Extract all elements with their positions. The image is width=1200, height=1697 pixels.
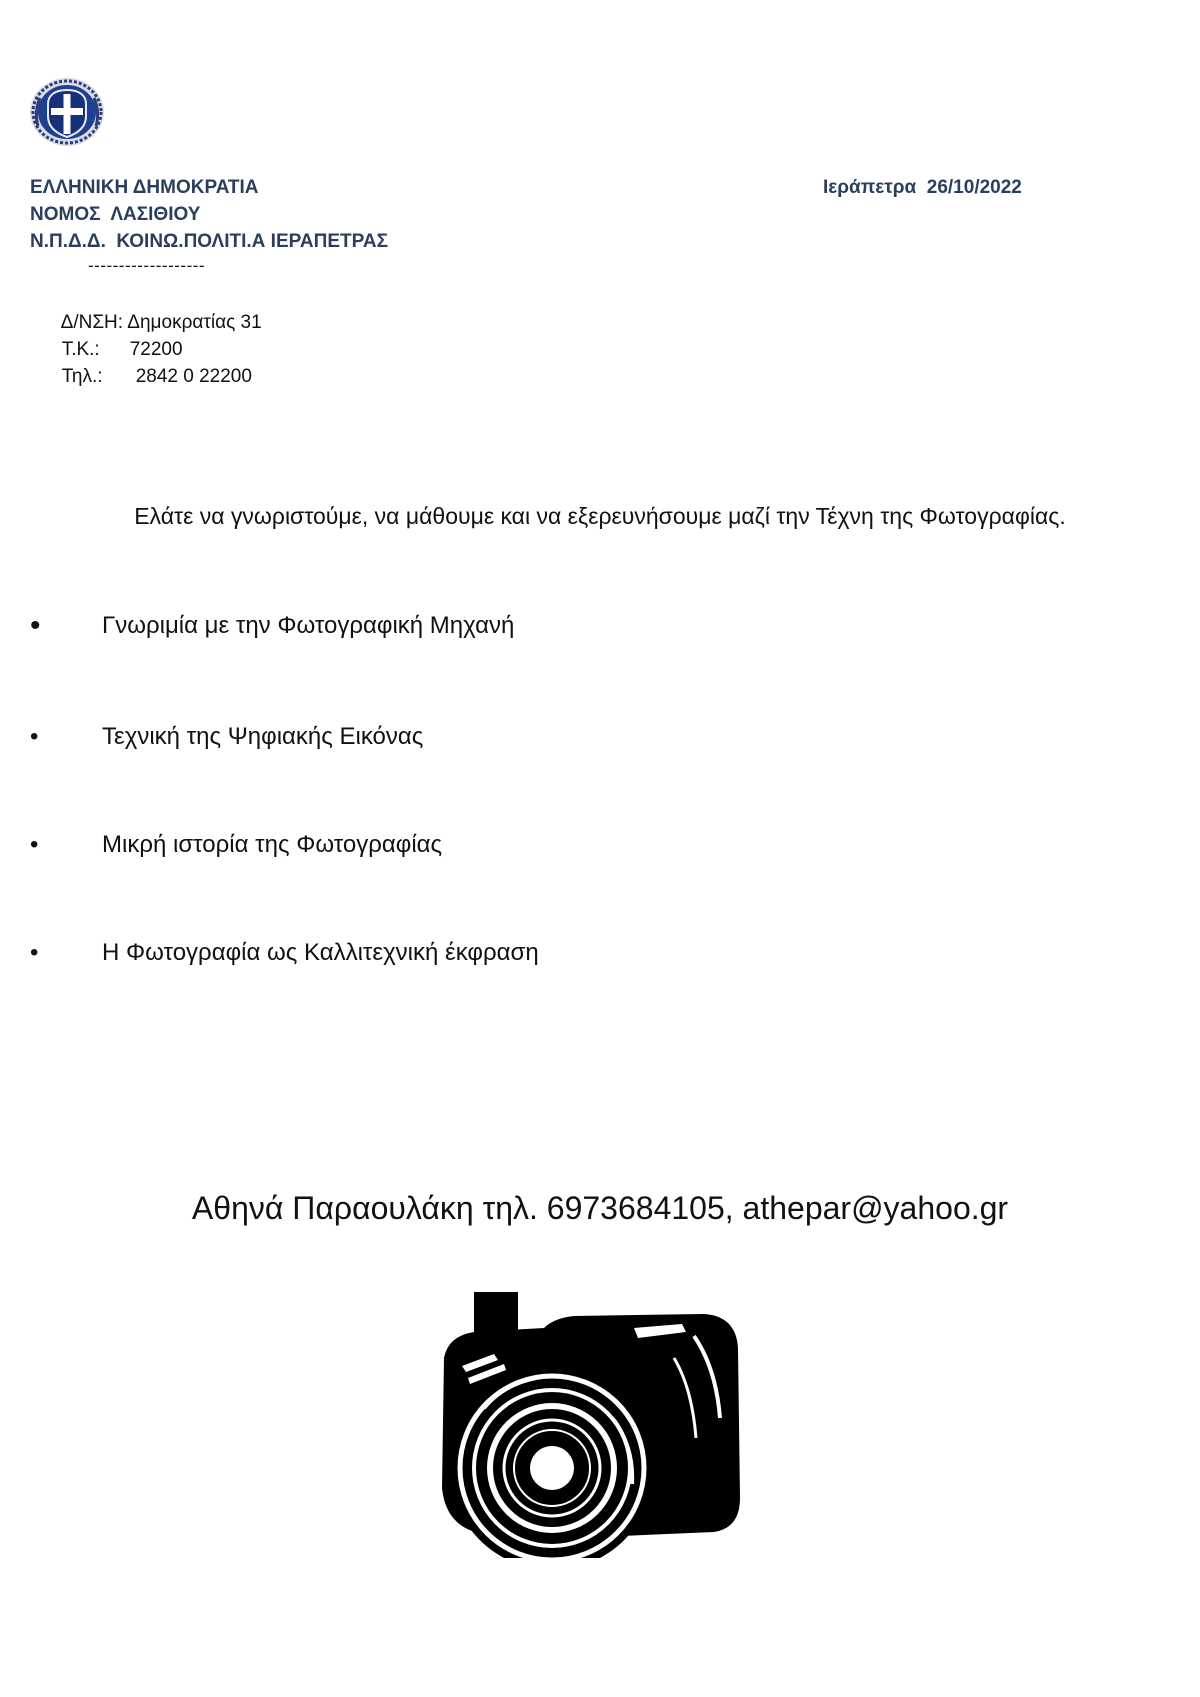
tel-label: Τηλ.: [61,366,103,387]
tk-value: 72200 [129,339,183,360]
address-street-row [30,282,262,333]
topic-text: Η Φωτογραφία ως Καλλιτεχνική έκφραση [102,939,539,966]
topic-text: Γνωριμία με την Φωτογραφική Μηχανή [102,612,515,639]
street-value: Δημοκρατίας 31 [127,312,262,333]
bullet-icon: • [30,831,39,858]
bullet-icon: • [30,723,39,750]
topic-text: Μικρή ιστορία της Φωτογραφίας [102,831,443,858]
org-line-entity: Ν.Π.Δ.Δ. ΚΟΙΝΩ.ΠΟΛΙΤΙ.Α ΙΕΡΑΠΕΤΡΑΣ [30,231,388,252]
topic-text: Τεχνική της Ψηφιακής Εικόνας [102,723,424,750]
bullet-icon: • [30,939,39,966]
address-block [30,282,262,387]
tel-value: 2842 0 22200 [135,366,252,387]
header-separator: ------------------- [88,256,206,275]
intro-sentence: Ελάτε να γνωριστούμε, να μάθουμε και να εξερευνήσουμε μαζί την Τέχνη της Φωτογραφίας. [134,503,1066,529]
camera-icon [424,1288,744,1558]
street-label: Δ/ΝΣΗ: [60,312,124,333]
greek-coat-of-arms-icon [28,76,106,148]
document-date: Ιεράπετρα 26/10/2022 [823,177,1022,198]
contact-line: Αθηνά Παραουλάκη τηλ. 6973684105, athepar@yahoo.gr [191,1190,1009,1226]
intro-text [0,500,1200,532]
org-line-prefecture: ΝΟΜΟΣ ΛΑΣΙΘΙΟΥ [30,204,201,225]
bullet-icon: • [30,609,41,642]
organization-header [30,174,388,255]
org-line-republic: ΕΛΛΗΝΙΚΗ ΔΗΜΟΚΡΑΤΙΑ [30,177,259,198]
tk-label: Τ.Κ.: [61,339,100,360]
